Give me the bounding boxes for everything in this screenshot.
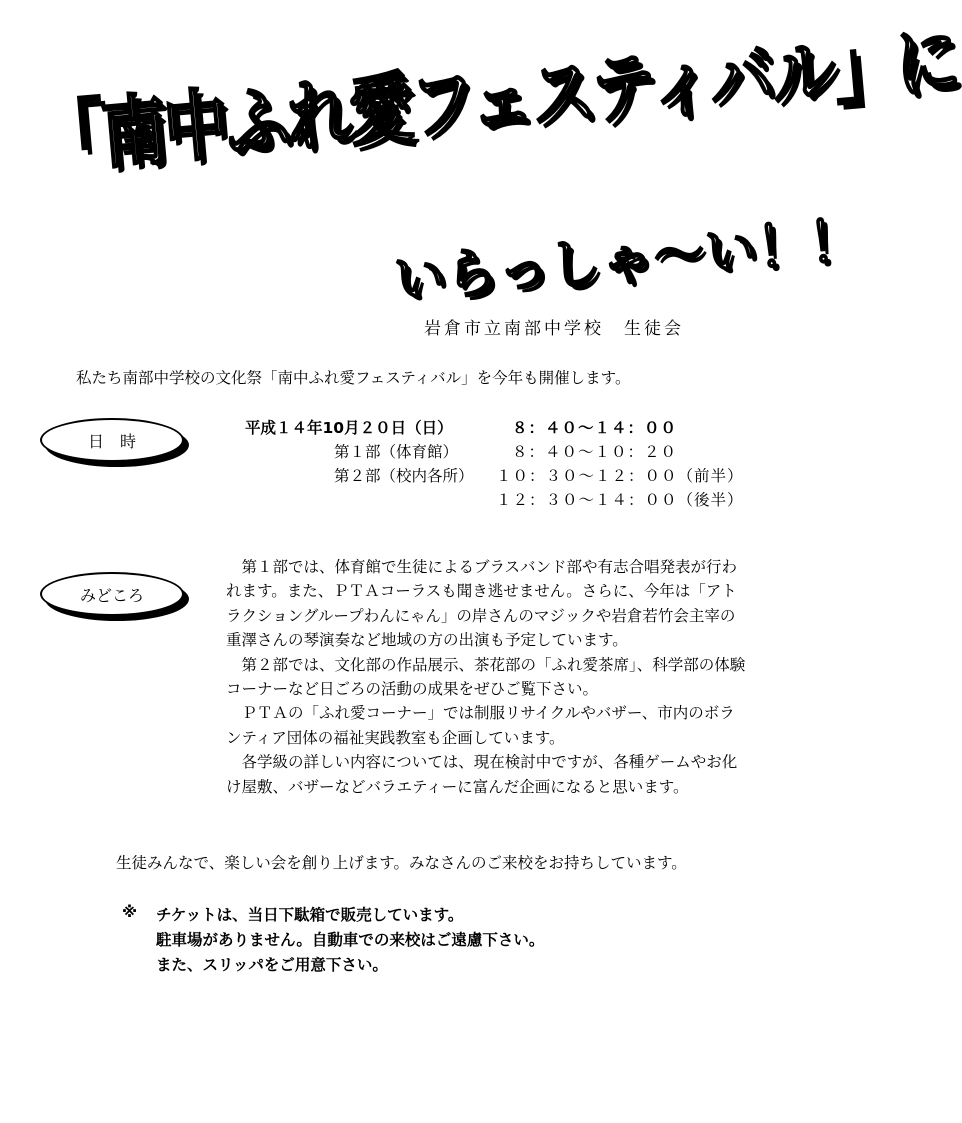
note-mark: ※ [122,903,138,921]
datetime-label [40,418,184,462]
title-line-2: いらっしゃ〜い！！ [392,207,865,313]
closing-text: 生徒みんなで、楽しい会を創り上げます。みなさんのご来校をお持ちしています。 [116,854,687,872]
note-line-1: チケットは、当日下駄箱で販売しています。 [156,906,464,924]
note-line-2: 駐車場がありません。自動車での来校はご遠慮下さい。 [156,931,545,949]
highlights-paragraph-3: ＰＴＡの「ふれ愛コーナー」では制服リサイクルやバザー、市内のボランティア団体の福祉実践教室も企画しています。 [226,704,735,747]
schedule-part2-time-b: １２：３０〜１４：００（後半） [496,491,744,509]
schedule-date-time: ８：４０〜１４：００ [512,419,678,437]
title-line-1: 「南中ふれ愛フェスティバル」に [36,16,962,186]
intro-text: 私たち南部中学校の文化祭「南中ふれ愛フェスティバル」を今年も開催します。 [76,369,631,387]
schedule-part2-time-a: １０：３０〜１２：００（前半） [496,467,744,485]
schedule-part1-label: 第１部（体育館） [334,443,459,461]
schedule-date: 平成１４年10月２０日（日） [245,419,453,437]
schedule-part2-label: 第２部（校内各所） [334,467,474,485]
highlights-paragraph-4: 各学級の詳しい内容については、現在検討中ですが、各種ゲームやお化け屋敷、バザーなどバラエティーに富んだ企画になると思います。 [226,753,738,796]
highlights-paragraph-2: 第２部では、文化部の作品展示、茶花部の「ふれ愛茶席」、科学部の体験コーナーなど日ごろの活動の成果をぜひご覧下さい。 [226,655,746,699]
highlights-text [226,555,746,799]
organizer: 岩倉市立南部中学校 生徒会 [424,319,684,339]
highlights-label-text: みどころ [79,585,144,605]
highlights-label [40,572,184,616]
highlights-paragraph-1: 第１部では、体育館で生徒によるブラスバンド部や有志合唱発表が行われます。また、ＰＴＡコーラスも聞き逃せません。さらに、今年は「アトラクショングループわんにゃん」の岸さんのマジックや岩倉若竹会主宰の重澤さんの琴演奏など地域の方の出演も予定しています。 [226,558,738,650]
datetime-label-text: 日 時 [87,431,136,451]
note-line-3: また、スリッパをご用意下さい。 [156,956,388,974]
schedule-part1-time: ８：４０〜１０：２０ [512,443,678,461]
